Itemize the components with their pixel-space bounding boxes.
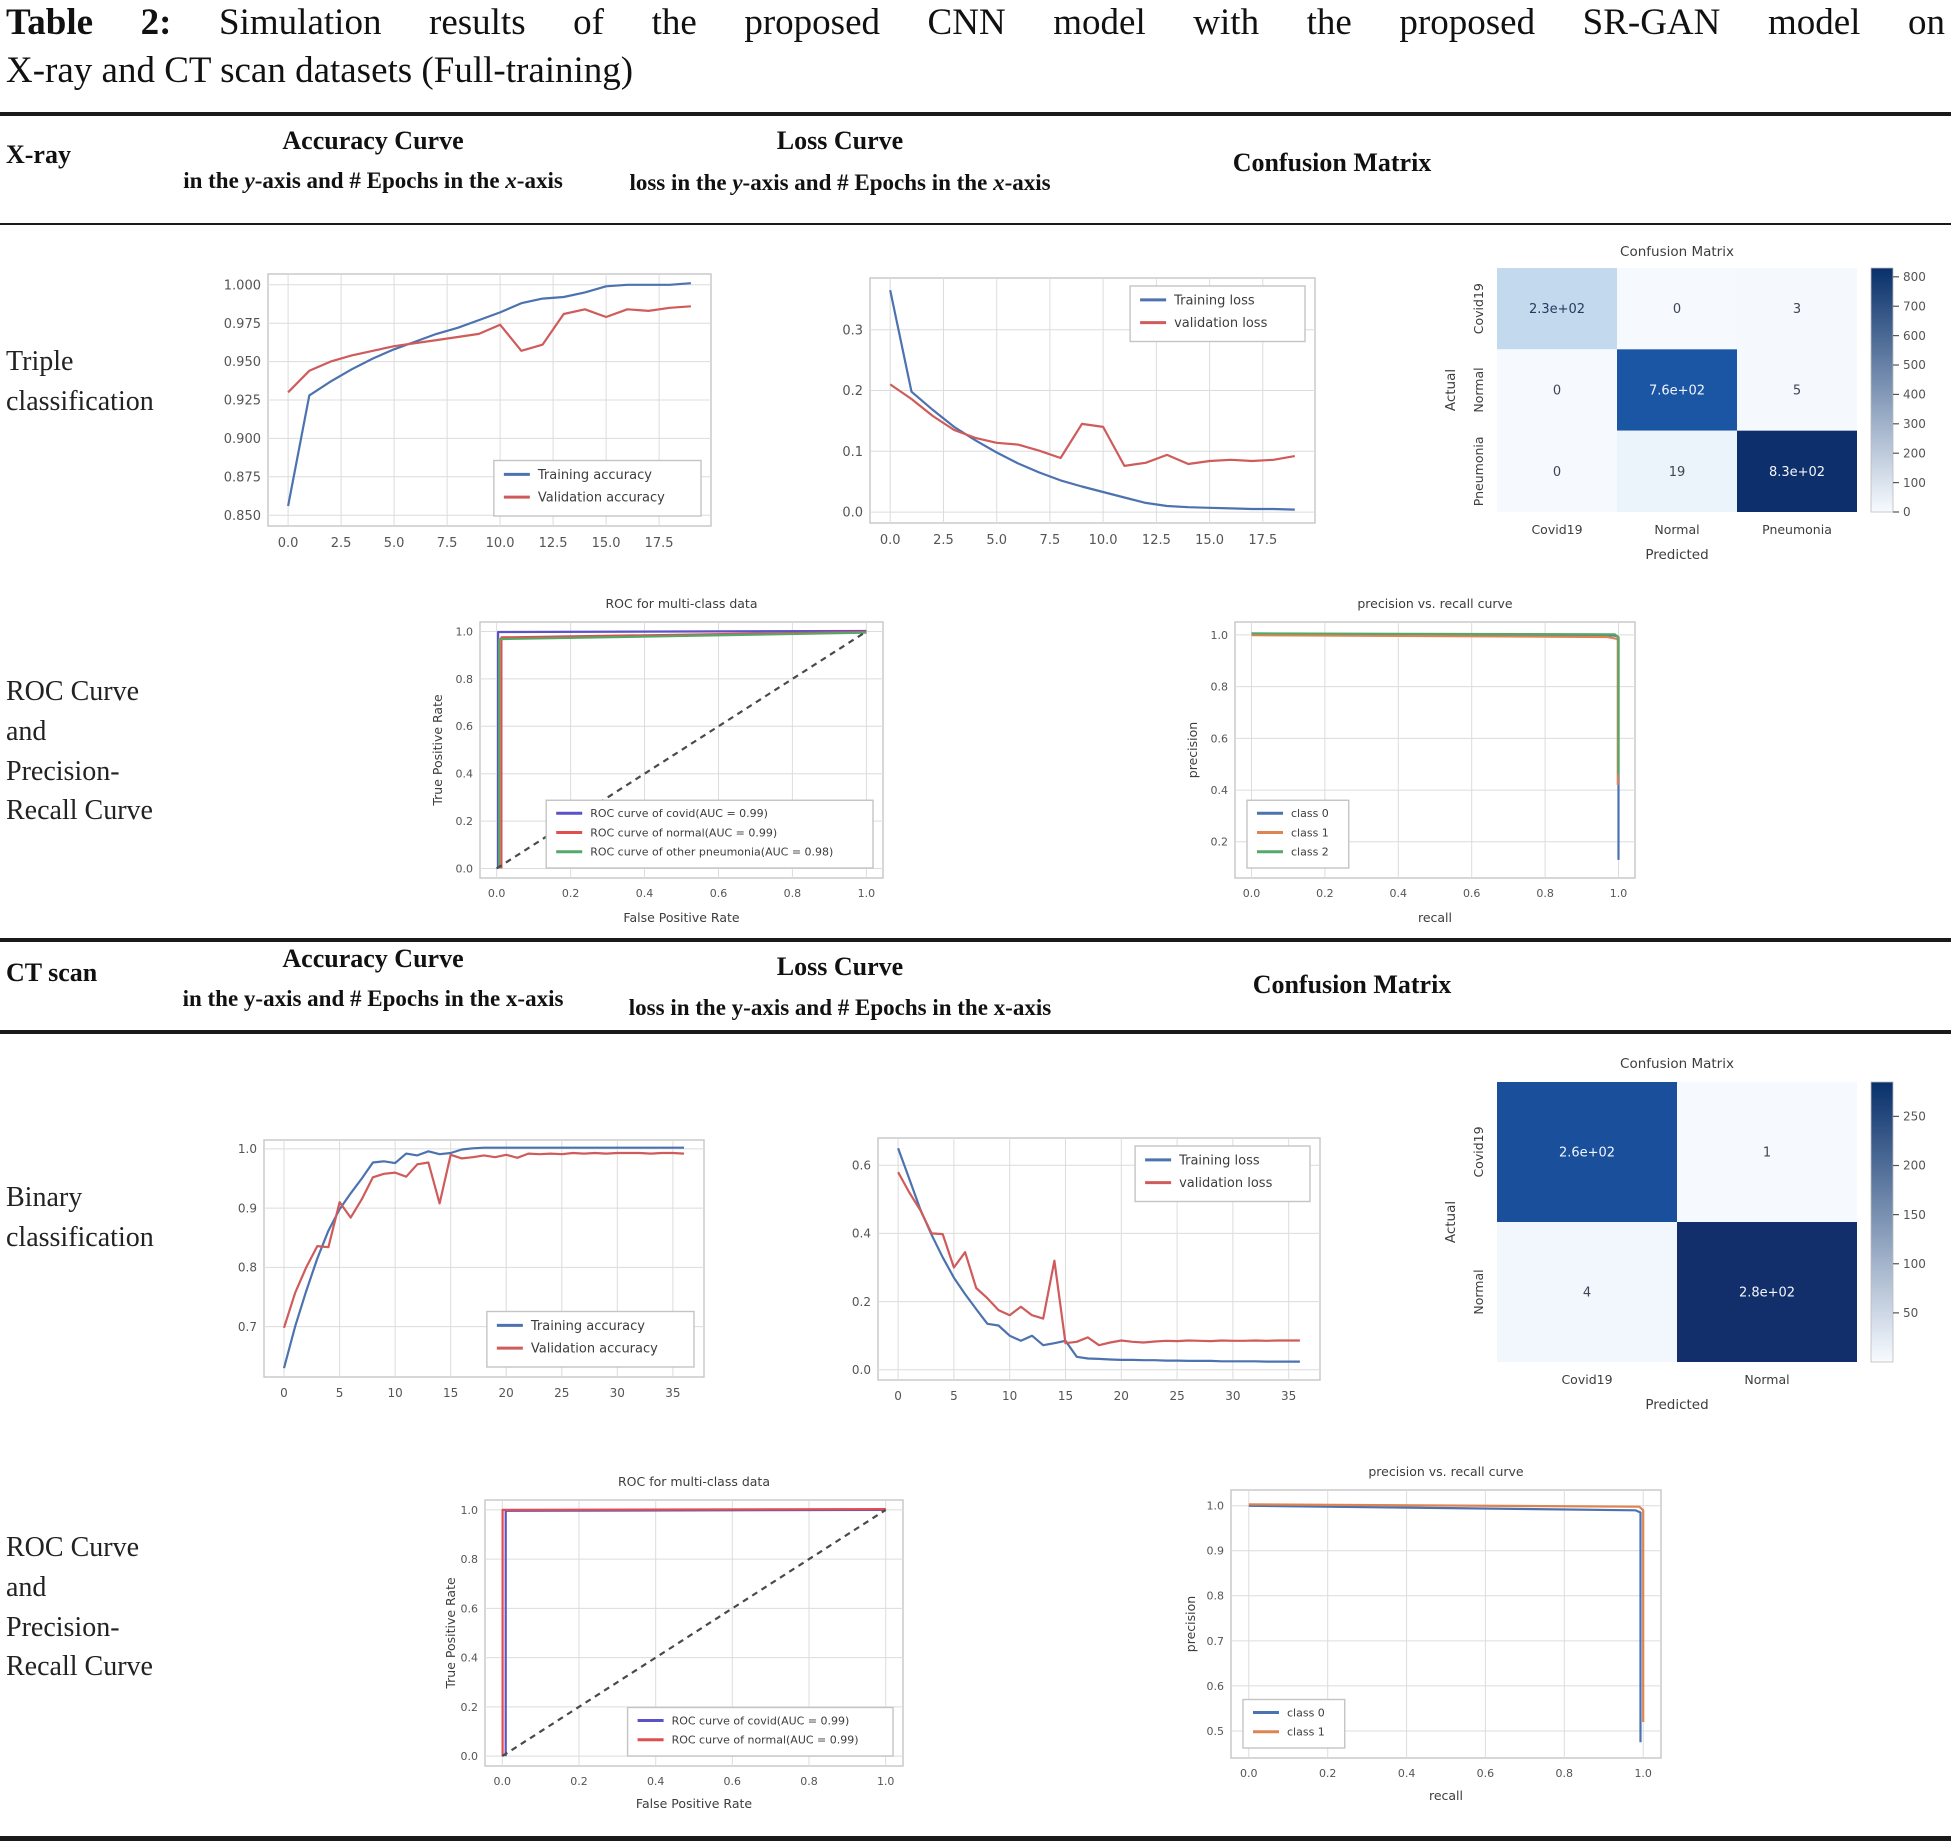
svg-text:12.5: 12.5 xyxy=(1141,533,1171,548)
svg-text:0.2: 0.2 xyxy=(851,1294,871,1309)
rule-bottom xyxy=(0,1836,1951,1841)
svg-text:50: 50 xyxy=(1903,1306,1919,1321)
svg-text:1.0: 1.0 xyxy=(237,1142,257,1157)
svg-text:7.6e+02: 7.6e+02 xyxy=(1648,383,1706,399)
svg-text:Covid19: Covid19 xyxy=(1531,522,1583,537)
svg-text:35: 35 xyxy=(665,1386,681,1400)
svg-text:recall: recall xyxy=(1428,1788,1464,1803)
svg-text:200: 200 xyxy=(1903,1158,1926,1173)
row-header-ct: CT scan xyxy=(6,958,98,987)
svg-text:200: 200 xyxy=(1903,446,1926,461)
svg-text:0.0: 0.0 xyxy=(460,1749,478,1763)
svg-text:1.0: 1.0 xyxy=(876,1775,895,1788)
svg-text:10: 10 xyxy=(1002,1389,1018,1403)
svg-text:0.2: 0.2 xyxy=(1316,887,1334,900)
svg-text:class 2: class 2 xyxy=(1291,845,1329,859)
svg-text:Confusion Matrix: Confusion Matrix xyxy=(1620,1056,1734,1072)
col-header-ct-accuracy xyxy=(130,944,616,1012)
xray-roc-chart xyxy=(428,592,908,937)
svg-text:Normal: Normal xyxy=(1471,1269,1486,1315)
svg-text:0.4: 0.4 xyxy=(851,1226,871,1241)
svg-text:0.2: 0.2 xyxy=(455,814,473,828)
svg-text:0.8: 0.8 xyxy=(783,887,802,900)
svg-text:Predicted: Predicted xyxy=(1645,547,1709,563)
svg-text:0.925: 0.925 xyxy=(223,393,261,409)
svg-text:0.7: 0.7 xyxy=(1206,1634,1224,1648)
svg-text:500: 500 xyxy=(1903,358,1926,373)
svg-text:35: 35 xyxy=(1281,1389,1297,1403)
svg-text:ROC curve of normal(AUC = 0.99: ROC curve of normal(AUC = 0.99) xyxy=(590,826,778,840)
svg-text:Normal: Normal xyxy=(1471,367,1486,413)
svg-text:0.8: 0.8 xyxy=(1555,1767,1574,1780)
svg-text:0.2: 0.2 xyxy=(1210,835,1228,849)
svg-text:8.3e+02: 8.3e+02 xyxy=(1768,464,1826,480)
svg-text:0.6: 0.6 xyxy=(723,1775,742,1788)
svg-text:0: 0 xyxy=(894,1389,902,1403)
svg-text:0.9: 0.9 xyxy=(1206,1544,1224,1558)
xray-precision-recall-chart xyxy=(1183,592,1658,937)
row-header-xray: X-ray xyxy=(6,140,71,169)
svg-text:0.9: 0.9 xyxy=(237,1201,257,1216)
svg-text:1.0: 1.0 xyxy=(455,625,473,639)
svg-text:class 1: class 1 xyxy=(1287,1725,1325,1739)
svg-text:Actual: Actual xyxy=(1443,1200,1459,1244)
svg-text:0.850: 0.850 xyxy=(223,508,261,524)
svg-text:0.975: 0.975 xyxy=(223,316,261,332)
svg-text:ROC curve of covid(AUC = 0.99): ROC curve of covid(AUC = 0.99) xyxy=(671,1714,850,1728)
svg-text:17.5: 17.5 xyxy=(644,536,674,551)
svg-text:ROC for multi-class data: ROC for multi-class data xyxy=(617,1474,771,1489)
rule-xray-header-bottom xyxy=(0,223,1951,225)
svg-text:2.8e+02: 2.8e+02 xyxy=(1738,1285,1796,1301)
confusion-matrix-title: Confusion Matrix xyxy=(1252,970,1452,999)
svg-text:0.2: 0.2 xyxy=(1318,1767,1337,1780)
col-header-xray-cm xyxy=(1132,148,1532,178)
svg-text:0.8: 0.8 xyxy=(1206,1589,1224,1603)
svg-text:Actual: Actual xyxy=(1443,368,1459,412)
svg-text:19: 19 xyxy=(1668,464,1686,480)
svg-text:0.6: 0.6 xyxy=(1476,1767,1495,1780)
svg-text:Validation accuracy: Validation accuracy xyxy=(530,1341,658,1357)
svg-text:1: 1 xyxy=(1762,1145,1772,1161)
accuracy-curve-title: Accuracy Curve xyxy=(282,126,464,155)
svg-text:recall: recall xyxy=(1417,910,1453,925)
svg-text:0.0: 0.0 xyxy=(277,536,299,551)
ct-confusion-matrix xyxy=(1425,1052,1951,1447)
svg-text:0.4: 0.4 xyxy=(635,887,654,900)
svg-text:Predicted: Predicted xyxy=(1645,1397,1709,1413)
svg-text:Covid19: Covid19 xyxy=(1561,1372,1613,1387)
svg-text:2.3e+02: 2.3e+02 xyxy=(1528,302,1586,318)
svg-text:30: 30 xyxy=(1225,1389,1241,1403)
svg-text:True Positive Rate: True Positive Rate xyxy=(430,694,445,806)
svg-text:25: 25 xyxy=(1169,1389,1185,1403)
svg-text:0.8: 0.8 xyxy=(455,672,473,686)
svg-text:0: 0 xyxy=(1552,383,1562,399)
svg-text:0.6: 0.6 xyxy=(1206,1679,1224,1693)
svg-text:1.0: 1.0 xyxy=(1609,887,1628,900)
svg-text:Confusion Matrix: Confusion Matrix xyxy=(1620,244,1734,260)
svg-text:0.950: 0.950 xyxy=(223,355,261,371)
svg-text:4: 4 xyxy=(1582,1285,1592,1301)
svg-text:1.0: 1.0 xyxy=(1210,628,1228,642)
svg-text:0.0: 0.0 xyxy=(493,1775,512,1788)
svg-text:0.4: 0.4 xyxy=(1389,887,1408,900)
svg-text:0.4: 0.4 xyxy=(1397,1767,1416,1780)
svg-text:7.5: 7.5 xyxy=(1039,533,1061,548)
svg-text:0.8: 0.8 xyxy=(1210,680,1228,694)
svg-text:0.6: 0.6 xyxy=(455,720,473,734)
svg-text:0: 0 xyxy=(1903,505,1911,520)
svg-text:0.6: 0.6 xyxy=(1210,732,1228,746)
svg-text:10.0: 10.0 xyxy=(485,536,515,551)
svg-text:0.0: 0.0 xyxy=(1242,887,1261,900)
svg-text:0.4: 0.4 xyxy=(455,767,473,781)
rule-top xyxy=(0,112,1951,116)
svg-text:0: 0 xyxy=(280,1386,288,1400)
svg-text:validation loss: validation loss xyxy=(1179,1176,1273,1192)
svg-text:0: 0 xyxy=(1552,464,1562,480)
svg-text:7.5: 7.5 xyxy=(436,536,458,551)
svg-text:Validation accuracy: Validation accuracy xyxy=(537,490,665,506)
svg-text:0.6: 0.6 xyxy=(709,887,728,900)
svg-text:0.0: 0.0 xyxy=(487,887,506,900)
svg-text:5: 5 xyxy=(950,1389,958,1403)
svg-text:700: 700 xyxy=(1903,299,1926,314)
svg-text:0.7: 0.7 xyxy=(237,1319,257,1334)
svg-text:ROC curve of normal(AUC = 0.99: ROC curve of normal(AUC = 0.99) xyxy=(671,1733,859,1747)
svg-text:15: 15 xyxy=(1057,1389,1074,1403)
svg-text:Normal: Normal xyxy=(1654,522,1700,537)
svg-text:10: 10 xyxy=(387,1386,403,1400)
svg-text:1.0: 1.0 xyxy=(1206,1499,1224,1513)
svg-text:0.2: 0.2 xyxy=(460,1700,478,1714)
ct-precision-recall-chart xyxy=(1183,1462,1673,1817)
svg-text:20: 20 xyxy=(498,1386,514,1400)
col-header-ct-loss xyxy=(600,952,1080,1021)
svg-text:2.6e+02: 2.6e+02 xyxy=(1558,1145,1616,1161)
svg-text:0.8: 0.8 xyxy=(460,1552,478,1566)
svg-text:5: 5 xyxy=(1792,383,1802,399)
svg-text:0.6: 0.6 xyxy=(1462,887,1481,900)
svg-text:15.0: 15.0 xyxy=(1195,533,1225,548)
svg-text:precision: precision xyxy=(1185,721,1200,779)
rule-ct-header-bottom xyxy=(0,1030,1951,1034)
svg-text:400: 400 xyxy=(1903,387,1926,402)
svg-text:Pneumonia: Pneumonia xyxy=(1762,522,1832,537)
svg-text:17.5: 17.5 xyxy=(1248,533,1278,548)
svg-text:Covid19: Covid19 xyxy=(1471,283,1486,335)
caption-line1: Table 2: Simulation results of the proposed CNN model with the proposed SR-GAN model on xyxy=(6,2,1945,43)
svg-text:0.0: 0.0 xyxy=(455,862,473,876)
svg-text:class 0: class 0 xyxy=(1287,1706,1325,1720)
svg-text:Training accuracy: Training accuracy xyxy=(530,1318,645,1334)
svg-text:0.4: 0.4 xyxy=(646,1775,665,1788)
svg-text:0.3: 0.3 xyxy=(842,323,863,339)
svg-text:0.6: 0.6 xyxy=(460,1602,478,1616)
loss-curve-title: Loss Curve xyxy=(776,126,904,155)
svg-text:20: 20 xyxy=(1113,1389,1129,1403)
svg-text:Training loss: Training loss xyxy=(1174,293,1255,309)
table-caption xyxy=(6,0,1945,95)
accuracy-curve-title: Accuracy Curve xyxy=(282,944,464,973)
svg-text:15.0: 15.0 xyxy=(591,536,621,551)
svg-text:25: 25 xyxy=(554,1386,570,1400)
svg-text:0.0: 0.0 xyxy=(851,1363,871,1377)
loss-curve-subtitle: loss in the y-axis and # Epochs in the x-axis xyxy=(629,170,1051,195)
svg-text:0.8: 0.8 xyxy=(1536,887,1554,900)
col-header-xray-loss xyxy=(600,126,1080,196)
svg-text:ROC curve of covid(AUC = 0.99): ROC curve of covid(AUC = 0.99) xyxy=(590,807,768,821)
xray-accuracy-chart xyxy=(200,260,730,560)
svg-text:Covid19: Covid19 xyxy=(1471,1126,1486,1178)
svg-text:1.0: 1.0 xyxy=(1634,1767,1652,1780)
loss-curve-subtitle: loss in the y-axis and # Epochs in the x-axis xyxy=(628,995,1052,1020)
svg-text:Training loss: Training loss xyxy=(1179,1153,1260,1169)
svg-text:0.900: 0.900 xyxy=(223,431,261,447)
svg-text:False Positive Rate: False Positive Rate xyxy=(635,1796,753,1811)
svg-text:30: 30 xyxy=(609,1386,625,1400)
row-label-ct-roc-pr: ROC Curve and Precision- Recall Curve xyxy=(6,1532,153,1683)
svg-text:0: 0 xyxy=(1672,302,1682,318)
svg-text:0.0: 0.0 xyxy=(1240,1767,1258,1780)
svg-text:precision: precision xyxy=(1183,1595,1198,1653)
svg-text:ROC curve of other pneumonia(A: ROC curve of other pneumonia(AUC = 0.98) xyxy=(590,845,834,859)
svg-text:validation loss: validation loss xyxy=(1174,316,1268,332)
svg-text:0.2: 0.2 xyxy=(561,887,580,900)
rule-ct-header-top xyxy=(0,938,1951,942)
svg-text:0.8: 0.8 xyxy=(237,1260,257,1275)
svg-text:800: 800 xyxy=(1903,270,1926,285)
svg-text:0.875: 0.875 xyxy=(223,470,261,486)
svg-text:10.0: 10.0 xyxy=(1088,533,1118,548)
svg-text:0.2: 0.2 xyxy=(842,384,863,400)
svg-text:0.1: 0.1 xyxy=(842,444,863,460)
ct-loss-chart xyxy=(820,1120,1335,1425)
svg-text:5.0: 5.0 xyxy=(986,533,1008,548)
svg-text:0.5: 0.5 xyxy=(1206,1724,1224,1738)
svg-text:0.4: 0.4 xyxy=(460,1651,478,1665)
svg-text:1.000: 1.000 xyxy=(223,278,261,294)
svg-text:600: 600 xyxy=(1903,328,1926,343)
svg-text:True Positive Rate: True Positive Rate xyxy=(443,1577,458,1689)
col-header-xray-accuracy xyxy=(130,126,616,194)
svg-text:class 0: class 0 xyxy=(1291,807,1329,821)
xray-loss-chart xyxy=(815,258,1335,558)
ct-roc-chart xyxy=(443,1472,923,1822)
svg-text:precision vs. recall curve: precision vs. recall curve xyxy=(1357,596,1513,611)
row-label-binary-classification: Binary classification xyxy=(6,1182,154,1253)
svg-text:100: 100 xyxy=(1903,1256,1926,1271)
svg-text:250: 250 xyxy=(1903,1109,1926,1124)
svg-text:0.6: 0.6 xyxy=(851,1158,871,1173)
svg-text:ROC for multi-class data: ROC for multi-class data xyxy=(605,596,758,611)
svg-text:Training accuracy: Training accuracy xyxy=(537,467,652,483)
loss-curve-title: Loss Curve xyxy=(776,952,904,981)
svg-text:0.4: 0.4 xyxy=(1210,783,1228,797)
svg-text:12.5: 12.5 xyxy=(538,536,568,551)
svg-text:1.0: 1.0 xyxy=(460,1503,478,1517)
svg-text:0.8: 0.8 xyxy=(800,1775,818,1788)
svg-text:15: 15 xyxy=(443,1386,459,1400)
svg-text:Normal: Normal xyxy=(1744,1372,1790,1387)
svg-text:precision vs. recall curve: precision vs. recall curve xyxy=(1368,1464,1524,1479)
col-header-ct-cm xyxy=(1152,970,1552,1000)
ct-accuracy-chart xyxy=(222,1120,722,1425)
svg-text:0.0: 0.0 xyxy=(879,533,901,548)
svg-text:150: 150 xyxy=(1903,1207,1926,1222)
svg-text:100: 100 xyxy=(1903,475,1926,490)
svg-text:300: 300 xyxy=(1903,417,1926,432)
svg-text:False Positive Rate: False Positive Rate xyxy=(623,910,740,925)
svg-text:class 1: class 1 xyxy=(1291,826,1329,840)
accuracy-curve-subtitle: in the y-axis and # Epochs in the x-axis xyxy=(182,986,564,1011)
svg-text:5.0: 5.0 xyxy=(383,536,405,551)
svg-text:0.2: 0.2 xyxy=(570,1775,588,1788)
accuracy-curve-subtitle: in the y-axis and # Epochs in the x-axis xyxy=(183,168,563,193)
row-label-xray-roc-pr: ROC Curve and Precision- Recall Curve xyxy=(6,676,153,827)
svg-text:0.0: 0.0 xyxy=(842,505,863,521)
svg-text:2.5: 2.5 xyxy=(933,533,954,548)
xray-confusion-matrix xyxy=(1425,238,1951,568)
svg-text:Pneumonia: Pneumonia xyxy=(1471,436,1486,507)
svg-text:2.5: 2.5 xyxy=(330,536,352,551)
svg-text:1.0: 1.0 xyxy=(857,887,876,900)
row-label-triple-classification: Triple classification xyxy=(6,346,154,417)
svg-text:3: 3 xyxy=(1792,302,1802,318)
svg-text:5: 5 xyxy=(335,1386,344,1400)
caption-line2: X-ray and CT scan datasets (Full-training) xyxy=(6,50,634,91)
confusion-matrix-title: Confusion Matrix xyxy=(1232,148,1432,177)
